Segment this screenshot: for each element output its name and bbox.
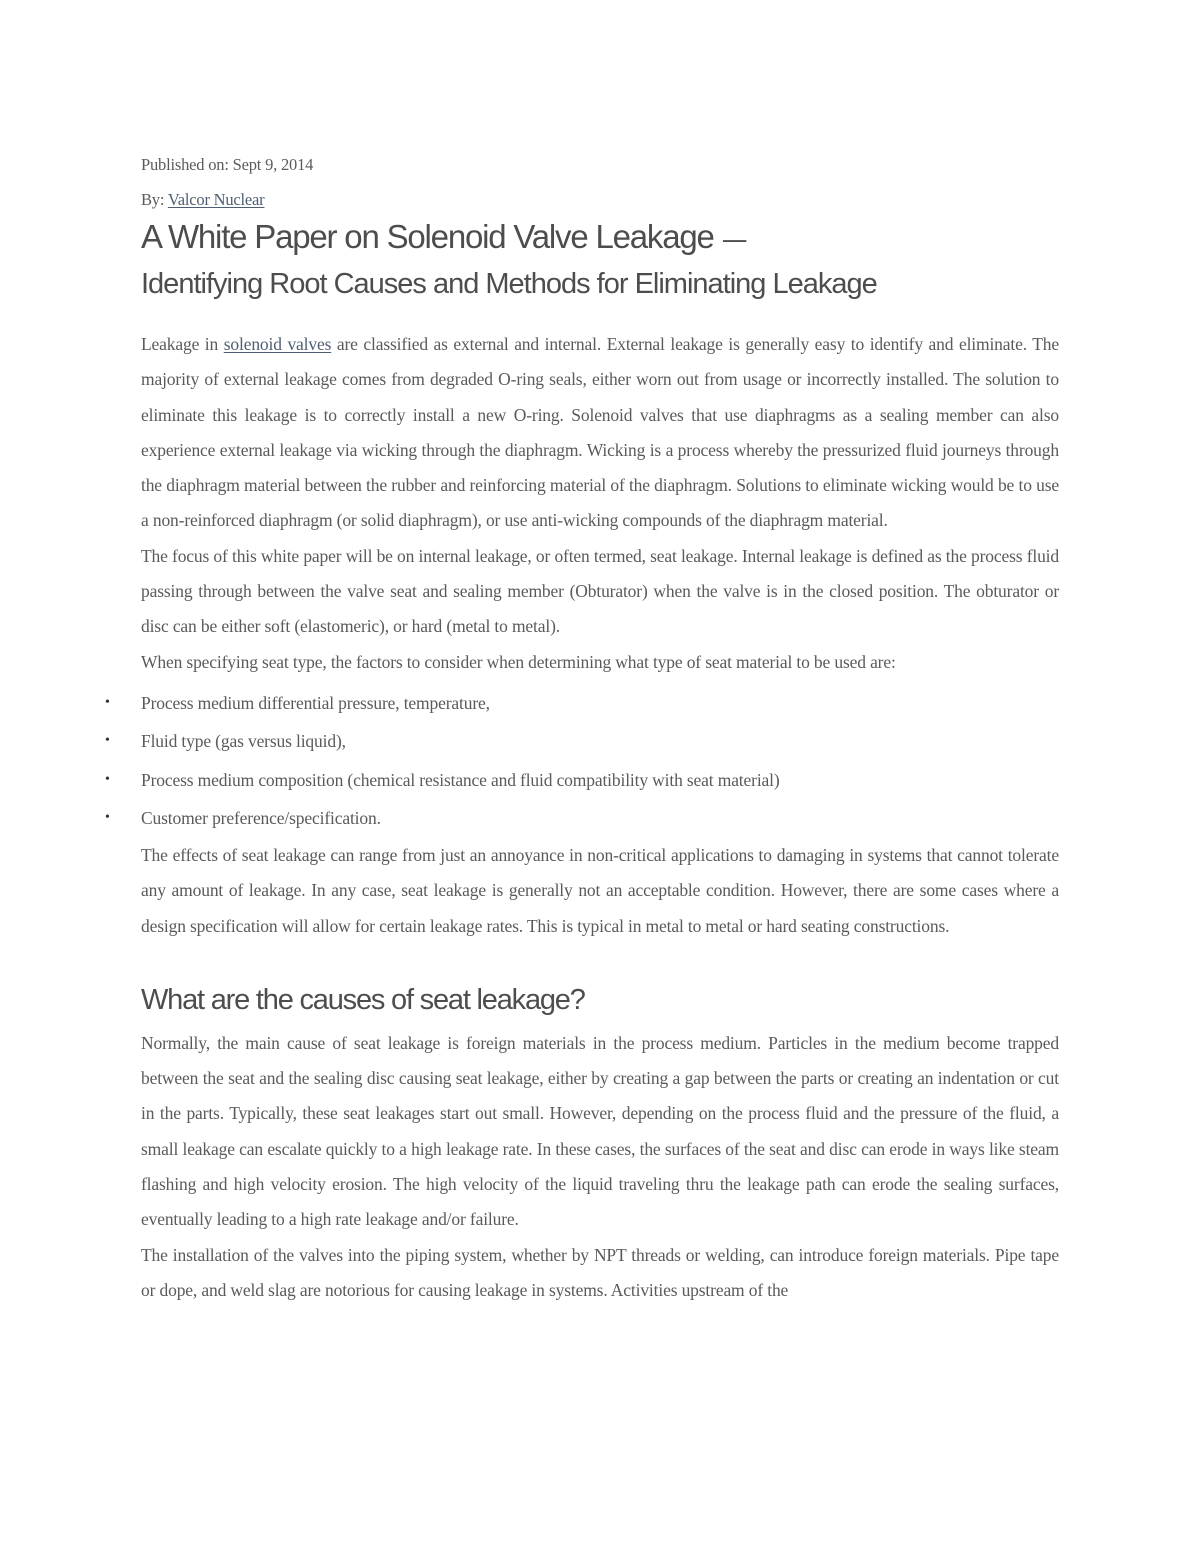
bullet-icon: •: [105, 733, 110, 749]
title-line-1: [141, 215, 1059, 262]
list-item: [105, 684, 1059, 723]
intro-p1-before: Leakage in: [141, 334, 224, 354]
bullet-icon: •: [105, 810, 110, 826]
list-item-text: Fluid type (gas versus liquid),: [141, 731, 346, 752]
seat-factors-list: [105, 684, 1059, 838]
published-date: Published on: Sept 9, 2014: [141, 155, 314, 174]
list-item: [105, 722, 1059, 761]
list-item-text: Process medium differential pressure, temperature,: [141, 692, 490, 713]
document-page: [105, 152, 1059, 1308]
intro-paragraph-4: The effects of seat leakage can range from just an annoyance in non-critical applications to damaging in systems that cannot tolerate any amount of leakage. In any case, seat leakage is generally not an acceptable condition. However, there are some cases where a design specification will allow for certain leakage rates. This is typical in metal to metal or hard seating constructions.: [141, 844, 1059, 936]
solenoid-valves-link[interactable]: solenoid valves: [223, 334, 332, 354]
title-dash: —: [721, 225, 747, 255]
causes-heading: What are the causes of seat leakage?: [141, 983, 585, 1016]
list-item: [105, 799, 1059, 838]
bullet-icon: •: [105, 694, 110, 710]
causes-paragraph-2: The installation of the valves into the piping system, whether by NPT threads or welding, can introduce foreign materials. Pipe tape or dope, and weld slag are notorious for causing leakage in systems. Activities upstream of the: [141, 1244, 1059, 1300]
title-line-2: Identifying Root Causes and Methods for Eliminating Leakage: [141, 268, 877, 300]
causes-paragraph-1: Normally, the main cause of seat leakage is foreign materials in the process medium. Particles in the medium become trapped between the seat and the sealing disc causing seat leakage, either by creating a gap between the parts or creating an indentation or cut in the parts. Typically, these seat leakages start out small. However, depending on the process fluid and the pressure of the fluid, a small leakage can escalate quickly to a high leakage rate. In these cases, the surfaces of the seat and disc can erode in ways like steam flashing and high velocity erosion. The high velocity of the liquid traveling thru the leakage path can erode the sealing surfaces, eventually leading to a high rate leakage and/or failure.: [141, 1032, 1059, 1230]
bullet-icon: •: [105, 771, 110, 787]
intro-paragraph-3: When specifying seat type, the factors to consider when determining what type of seat material to be used are:: [141, 651, 896, 672]
intro-p1-after: are classified as external and internal. External leakage is generally easy to identify and eliminate. The majority of external leakage comes from degraded O-ring seals, either worn out from usage or incorrectly installed. The solution to eliminate this leakage is to correctly install a new O-ring. Solenoid valves that use diaphragms as a sealing member can also experience external leakage via wicking through the diaphragm. Wicking is a process whereby the pressurized fluid journeys through the diaphragm material between the rubber and reinforcing material of the diaphragm. Solutions to eliminate wicking would be to use a non-reinforced diaphragm (or solid diaphragm), or use anti-wicking compounds of the diaphragm material.: [141, 334, 1059, 531]
title-main: A White Paper on Solenoid Valve Leakage: [141, 218, 714, 255]
intro-paragraph-1: [141, 327, 1059, 539]
author-line: [141, 187, 1059, 213]
list-item: [105, 761, 1059, 800]
page-title: [141, 215, 1059, 306]
intro-paragraph-2: The focus of this white paper will be on internal leakage, or often termed, seat leakage. Internal leakage is defined as the process fluid passing through between the valve seat and sealing member (Obturator) when the valve is in the closed position. The obturator or disc can be either soft (elastomeric), or hard (metal to metal).: [141, 545, 1059, 637]
list-item-text: Process medium composition (chemical resistance and fluid compatibility with seat material): [141, 769, 780, 790]
list-item-text: Customer preference/specification.: [141, 808, 381, 829]
author-link[interactable]: Valcor Nuclear: [167, 190, 265, 209]
author-prefix: By:: [141, 190, 168, 209]
